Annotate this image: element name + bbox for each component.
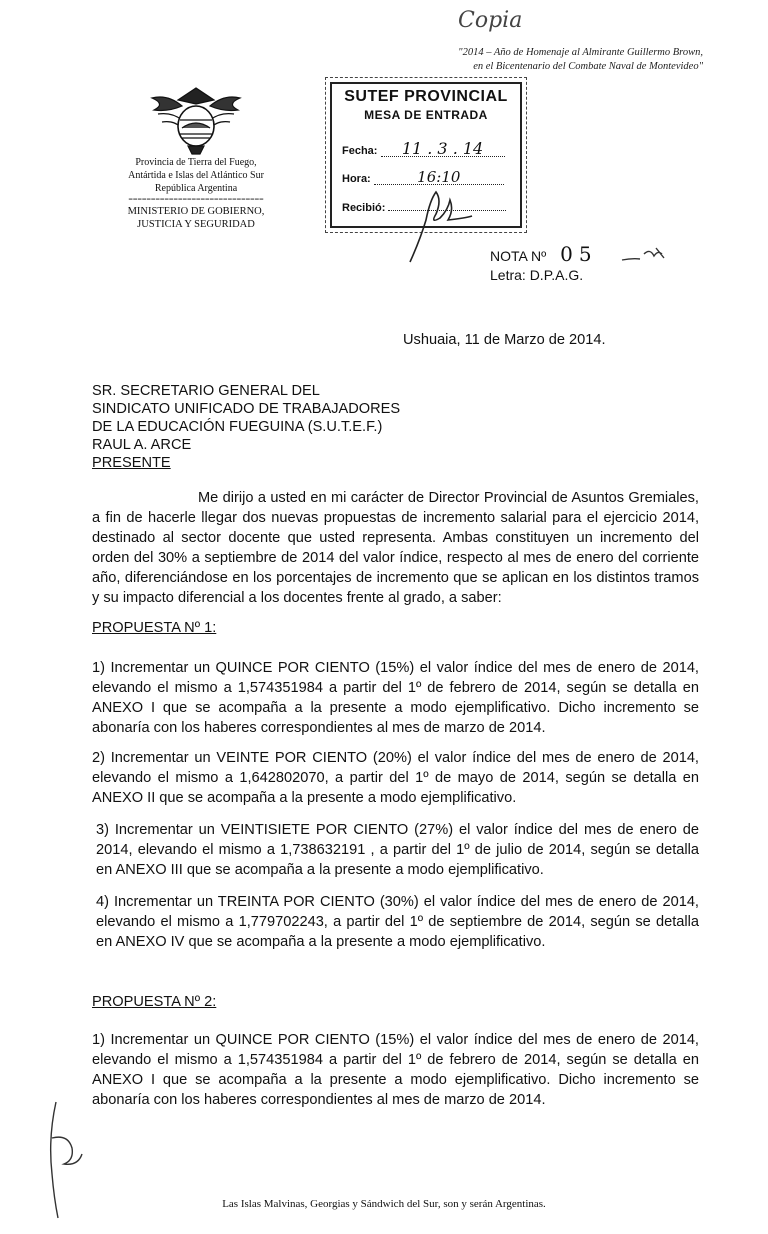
intro-paragraph: Me dirijo a usted en mi carácter de Director Provincial de Asuntos Gremiales, a fin de hacerle llegar dos nuevas propuestas de incremento salarial para el ejercicio 2014, destinado al sector docente que usted representa. Ambas constituyen un incremento del orden del 30% a septiembre de 2014 del valor índice, respecto al mes de enero del corriente año, diferenciándose en los porcentajes de incremento que se aplican en los distintos tramos y su impacto diferencial a los docentes frente al grado, a saber: xyxy=(92,490,699,606)
nota-letra: Letra: D.P.A.G. xyxy=(490,267,584,283)
stamp-title: SUTEF PROVINCIAL xyxy=(344,88,508,105)
year-motto xyxy=(418,46,703,74)
propuesta-1-heading: PROPUESTA Nº 1: xyxy=(92,620,217,636)
addressee-presente: PRESENTE xyxy=(92,455,171,471)
stamp-fecha-label: Fecha: xyxy=(342,145,378,157)
motto-line-2: en el Bicentenario del Combate Naval de Montevideo" xyxy=(473,61,703,72)
stamp-hora-label: Hora: xyxy=(342,173,371,185)
addressee-line-2: SINDICATO UNIFICADO DE TRABAJADORES xyxy=(92,401,401,417)
propuesta-2-heading: PROPUESTA Nº 2: xyxy=(92,994,217,1010)
stamp-subtitle: MESA DE ENTRADA xyxy=(364,108,488,122)
stamp-fecha-value: 11 . 3 . 14 xyxy=(381,142,505,157)
reception-signature-icon xyxy=(396,180,476,266)
issuer-block xyxy=(108,156,284,231)
stamp-recibio-label: Recibió: xyxy=(342,202,386,214)
addressee-line-4: RAUL A. ARCE xyxy=(92,437,192,453)
nota-number: 05 xyxy=(560,242,598,266)
ministry-line-2: JUSTICIA Y SEGURIDAD xyxy=(137,219,255,230)
propuesta-2-item-1: 1) Incrementar un QUINCE POR CIENTO (15%) el valor índice del mes de enero de 2014, elevando el mismo a 1,574351984 a partir del 1º de febrero de 2014, según se detalla en ANEXO I que se acompaña a la presente a modo ejemplificativo. Dicho incremento se abonaría con los haberes correspondientes al mes de marzo de 2014. xyxy=(92,1032,699,1108)
propuesta-1-item-2: 2) Incrementar un VEINTE POR CIENTO (20%) el valor índice del mes de enero de 2014, elevando el mismo a 1,642802070, a partir del 1º de mayo de 2014, según se detalla en ANEXO II que se acompaña a la presente a modo ejemplificativo. xyxy=(92,750,699,806)
motto-line-1: "2014 – Año de Homenaje al Almirante Guillermo Brown, xyxy=(458,47,703,58)
nota-row xyxy=(490,244,598,266)
province-line-3: República Argentina xyxy=(154,183,238,194)
date-line: Ushuaia, 11 de Marzo de 2014. xyxy=(403,332,606,348)
coat-of-arms-icon xyxy=(148,82,244,158)
provincial-coat-of-arms xyxy=(148,82,244,158)
addressee-line-1: SR. SECRETARIO GENERAL DEL xyxy=(92,383,320,399)
copia-annotation: Copia xyxy=(458,8,523,33)
province-line-2: Antártida e Islas del Atlántico Sur xyxy=(128,170,264,181)
header-separator: ============================== xyxy=(128,195,264,204)
nota-label: NOTA Nº xyxy=(490,248,547,264)
ministry-line-1: MINISTERIO DE GOBIERNO, xyxy=(127,206,265,217)
addressee-block xyxy=(92,382,400,472)
addressee-line-3: DE LA EDUCACIÓN FUEGUINA (S.U.T.E.F.) xyxy=(92,419,383,435)
province-line-1: Provincia de Tierra del Fuego, xyxy=(135,157,257,168)
propuesta-1-item-3: 3) Incrementar un VEINTISIETE POR CIENTO (27%) el valor índice del mes de enero de 2014, elevando el mismo a 1,738632191 , a partir del 1º de julio de 2014, según se detalla en ANEXO III que se acompaña a la presente a modo ejemplificativo. xyxy=(96,822,699,878)
stamp-fecha-row xyxy=(342,139,512,158)
propuesta-1-item-1: 1) Incrementar un QUINCE POR CIENTO (15%) el valor índice del mes de enero de 2014, elevando el mismo a 1,574351984 a partir del 1º de febrero de 2014, según se detalla en ANEXO I que se acompaña a la presente a modo ejemplificativo. Dicho incremento se abonaría con los haberes correspondientes al mes de marzo de 2014. xyxy=(92,660,699,736)
stamp-hora-value: 16:10 xyxy=(374,170,504,185)
nota-scribble-icon xyxy=(620,244,668,264)
footer-slogan: Las Islas Malvinas, Georgias y Sándwich del Sur, son y serán Argentinas. xyxy=(222,1198,546,1210)
nota-block xyxy=(490,244,598,284)
propuesta-1-item-4: 4) Incrementar un TREINTA POR CIENTO (30%) el valor índice del mes de enero de 2014, elevando el mismo a 1,779702243, a partir del 1º de septiembre de 2014, según se detalla en ANEXO IV que se acompaña a la presente a modo ejemplificativo. xyxy=(96,894,699,950)
